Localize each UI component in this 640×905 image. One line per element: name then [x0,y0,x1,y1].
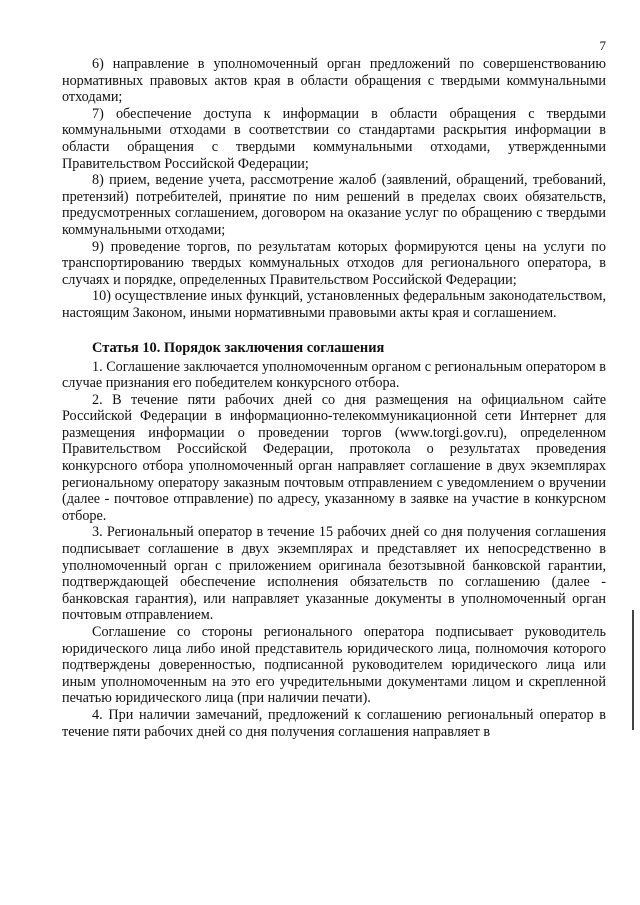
functions-list [62,56,606,322]
article-paragraph-1: 1. Соглашение заключается уполномоченным органом с региональным оператором в случае признания его победителем конкурсного отбора. [62,358,606,392]
list-item-7: 7) обеспечение доступа к информации в области обращения с твердыми коммунальными отходами в соответствии со стандартами раскрытия информации в области обращения с твердыми коммунальными отходами, утвержденными Правительством Российской Федерации; [62,105,606,172]
article-paragraph-3-signatory: Соглашение со стороны регионального оператора подписывает руководитель юридического лица либо иной представитель юридического лица, полномочия которого подтверждены доверенностью, подписанной руководителем юридического лица или иным уполномоченным на это его учредительными документами лицом и скрепленной печатью юридического лица (при наличии печати). [62,624,606,707]
article-paragraph-4: 4. При наличии замечаний, предложений к соглашению региональный оператор в течение пяти рабочих дней со дня получения соглашения направляет в [62,706,606,740]
list-item-10: 10) осуществление иных функций, установленных федеральным законодательством, настоящим Законом, иными нормативными правовыми акты края и соглашением. [62,288,606,321]
list-item-9: 9) проведение торгов, по результатам которых формируются цены на услуги по транспортированию твердых коммунальных отходов для регионального оператора, в случаях и порядке, определенных Правительством Российской Федерации; [62,238,606,288]
article-paragraph-2: 2. В течение пяти рабочих дней со дня размещения на официальном сайте Российской Федерации в информационно-телекоммуникационной сети Интернет для размещения информации о проведении торгов (www.torgi.gov.ru), определенном Правительством Российской Федерации, протокола о результатах проведения конкурсного отбора уполномоченный орган направляет соглашение в двух экземплярах региональному оператору заказным почтовым отправлением с уведомлением о вручении (далее - почтовое отправление) по адресу, указанному в заявке на участие в конкурсном отборе. [62,391,606,524]
page-number: 7 [599,38,606,53]
article-body [62,359,606,741]
list-item-6: 6) направление в уполномоченный орган предложений по совершенствованию нормативных правовых актов края в области обращения с твердыми коммунальными отходами; [62,56,606,106]
scan-edge-mark [632,610,634,730]
article-paragraph-3: 3. Региональный оператор в течение 15 рабочих дней со дня получения соглашения подписывает соглашение в двух экземплярах и представляет их непосредственно в уполномоченный орган с приложением оригинала безотзывной банковской гарантии, подтверждающей обеспечение исполнения обязательств по соглашению (далее - банковская гарантия), или направляет указанные документы в уполномоченный орган почтовым отправлением. [62,524,606,624]
list-item-8: 8) прием, ведение учета, рассмотрение жалоб (заявлений, обращений, требований, претензий) потребителей, принятие по ним решений в пределах своих обязательств, предусмотренных соглашением, договором на оказание услуг по обращению с твердыми коммунальными отходами; [62,172,606,238]
article-title: Статья 10. Порядок заключения соглашения [92,339,385,356]
